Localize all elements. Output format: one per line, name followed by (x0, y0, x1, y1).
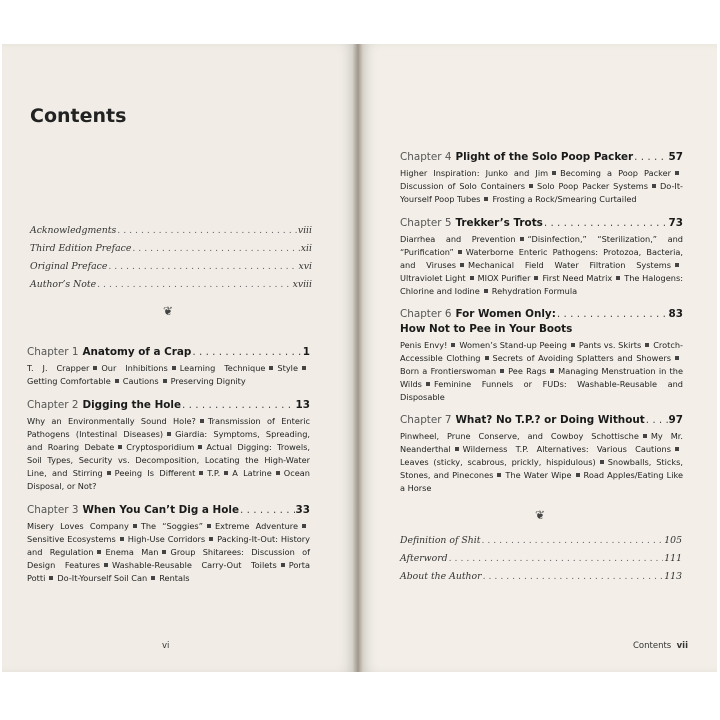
chapter-topics (27, 520, 310, 585)
topic-separator-icon (276, 471, 280, 475)
chapter-topic: Discussion of Solo Containers (400, 181, 526, 191)
chapter-topic: First Need Matrix (542, 273, 613, 283)
topic-separator-icon (534, 276, 538, 280)
chapter-topic: The Halogens: Chlorine and Iodine (400, 273, 683, 296)
entry-label: Original Preface (30, 261, 108, 272)
chapter-3 (27, 503, 310, 585)
topic-separator-icon (500, 369, 504, 373)
chapter-topic: Actual Digging: Trowels, Soil Types, Security vs. Decomposition, Locating the High-Water Line, and Stirring (27, 442, 310, 478)
back-matter-entry (400, 568, 682, 586)
leader-dots (481, 532, 663, 550)
entry-page: viii (297, 225, 312, 236)
chapter-topic: Secrets of Avoiding Splatters and Showers (492, 353, 671, 363)
topic-separator-icon (426, 382, 430, 386)
chapter-topic: Rehydration Formula (491, 286, 578, 296)
chapter-topic: Ocean Disposal, or Not? (27, 468, 310, 491)
entry-label: Third Edition Preface (30, 243, 132, 254)
chapter-topic: A Latrine (232, 468, 272, 478)
chapter-topic: Enema Man (105, 547, 159, 557)
topic-separator-icon (224, 471, 228, 475)
topic-separator-icon (104, 563, 108, 567)
topic-separator-icon (484, 289, 488, 293)
chapter-number: Chapter 3 (27, 504, 79, 516)
topic-separator-icon (115, 379, 119, 383)
chapter-topic: Transmission of Enteric Pathogens (Intestinal Diseases) (27, 416, 310, 439)
front-matter-entry (30, 222, 312, 240)
topic-separator-icon (120, 537, 124, 541)
chapter-topic: Packing-It-Out: History and Regulation (27, 534, 310, 557)
chapter-topic: Leaves (sticky, scabrous, prickly, hispidulous) (400, 457, 596, 467)
front-matter-entry (30, 240, 312, 258)
topic-separator-icon (600, 460, 604, 464)
book-gutter (353, 44, 363, 672)
chapter-4 (400, 150, 683, 206)
chapter-heading (27, 503, 310, 517)
entry-page: xviii (292, 279, 312, 290)
chapter-topic: The Water Wipe (505, 470, 572, 480)
topic-separator-icon (529, 184, 533, 188)
chapter-page: 1 (302, 346, 310, 358)
entry-label: Author’s Note (30, 279, 97, 290)
folio-label: Contents (633, 641, 672, 651)
front-matter-entry (30, 276, 312, 294)
leader-dots (646, 413, 668, 427)
topic-separator-icon (643, 434, 647, 438)
chapter-topic: T.P. (207, 468, 221, 478)
left-folio: vi (162, 641, 170, 651)
chapter-topic: Born a Frontierswoman (400, 366, 497, 376)
chapter-heading (400, 307, 683, 321)
topic-separator-icon (198, 445, 202, 449)
topic-separator-icon (520, 237, 524, 241)
topic-separator-icon (497, 473, 501, 477)
topic-separator-icon (645, 343, 649, 347)
topic-separator-icon (209, 537, 213, 541)
chapter-topic: “Disinfection,” “Sterilization,” and “Purification” (400, 234, 683, 257)
chapter-title: Trekker’s Trots (455, 217, 543, 229)
leader-dots (483, 568, 664, 586)
chapter-topic: Misery Loves Company (27, 521, 129, 531)
chapter-topic: My Mr. Neanderthal (400, 431, 683, 454)
chapter-topic: Our Inhibitions (101, 363, 168, 373)
chapter-topic: T. J. Crapper (27, 363, 90, 373)
chapter-topics (400, 339, 683, 404)
chapter-topic: Sensitive Ecosystems (27, 534, 116, 544)
leader-dots (108, 258, 297, 276)
chapter-page: 57 (668, 151, 683, 163)
chapter-number: Chapter 2 (27, 399, 79, 411)
chapter-topic: Wilderness T.P. Alternatives: Various Cautions (462, 444, 671, 454)
chapter-number: Chapter 6 (400, 308, 452, 320)
folio-number: vii (676, 641, 689, 651)
back-matter-entry (400, 550, 682, 568)
chapter-title: For Women Only: (455, 308, 556, 320)
chapter-topic: Porta Potti (27, 560, 310, 583)
topic-separator-icon (616, 276, 620, 280)
chapter-number: Chapter 7 (400, 414, 452, 426)
topic-separator-icon (675, 171, 679, 175)
leader-dots (117, 222, 297, 240)
front-matter-entry (30, 258, 312, 276)
topic-separator-icon (281, 563, 285, 567)
chapter-number: Chapter 1 (27, 346, 79, 358)
topic-separator-icon (576, 473, 580, 477)
chapter-topic: Pants vs. Skirts (578, 340, 642, 350)
chapter-topics (27, 362, 310, 388)
chapter-topic: Do-It-Yourself Soil Can (57, 573, 148, 583)
topic-separator-icon (675, 263, 679, 267)
entry-label: Afterword (400, 553, 448, 564)
leader-dots (240, 503, 295, 517)
chapter-topic: Higher Inspiration: Junko and Jim (400, 168, 549, 178)
entry-page: 111 (664, 553, 682, 564)
chapter-6 (400, 307, 683, 404)
entry-page: xvi (298, 261, 312, 272)
chapter-page: 33 (295, 504, 310, 516)
topic-separator-icon (199, 471, 203, 475)
chapter-topic: Learning Technique (179, 363, 266, 373)
chapter-page: 83 (668, 308, 683, 320)
chapter-topic: Washable-Reusable Carry-Out Toilets (112, 560, 277, 570)
entry-page: xii (300, 243, 312, 254)
chapter-topics (27, 415, 310, 493)
chapter-number: Chapter 4 (400, 151, 452, 163)
topic-separator-icon (302, 524, 306, 528)
chapter-topic: MIOX Purifier (477, 273, 531, 283)
chapter-topic: Pinwheel, Prune Conserve, and Cowboy Schottische (400, 431, 639, 441)
leader-dots (634, 150, 667, 164)
right-folio (633, 641, 688, 651)
chapter-subtitle: How Not to Pee in Your Boots (400, 323, 573, 335)
topic-separator-icon (675, 447, 679, 451)
chapter-topic: Women’s Stand-up Peeing (459, 340, 567, 350)
topic-separator-icon (550, 369, 554, 373)
chapter-topic: Getting Comfortable (27, 376, 111, 386)
topic-separator-icon (455, 447, 459, 451)
topic-separator-icon (269, 366, 273, 370)
topic-separator-icon (571, 343, 575, 347)
flourish-icon: ❦ (535, 508, 546, 522)
topic-separator-icon (458, 250, 462, 254)
chapter-topic: Cautions (122, 376, 159, 386)
topic-separator-icon (552, 171, 556, 175)
topic-separator-icon (172, 366, 176, 370)
chapter-topic: Why an Environmentally Sound Hole? (27, 416, 196, 426)
topic-separator-icon (133, 524, 137, 528)
chapter-topic: Frosting a Rock/Smearing Curtailed (492, 194, 637, 204)
chapter-topic: Ultraviolet Light (400, 273, 466, 283)
topic-separator-icon (652, 184, 656, 188)
chapter-heading (400, 413, 683, 427)
topic-separator-icon (97, 550, 101, 554)
topic-separator-icon (162, 550, 166, 554)
leader-dots (557, 307, 668, 321)
chapter-topic: Penis Envy! (400, 340, 448, 350)
entry-label: About the Author (400, 571, 482, 582)
leader-dots (182, 398, 295, 412)
chapter-title: What? No T.P.? or Doing Without (455, 414, 645, 426)
topic-separator-icon (118, 445, 122, 449)
topic-separator-icon (163, 379, 167, 383)
chapter-7 (400, 413, 683, 495)
topic-separator-icon (207, 524, 211, 528)
chapter-topic: Crotch-Accessible Clothing (400, 340, 683, 363)
page-title: Contents (30, 105, 127, 127)
leader-dots (449, 550, 664, 568)
chapter-5 (400, 216, 683, 298)
chapter-topic: Waterborne Enteric Pathogens: Protozoa, Bacteria, and Viruses (400, 247, 683, 270)
chapter-topics (400, 167, 683, 206)
topic-separator-icon (151, 576, 155, 580)
chapter-title: Digging the Hole (82, 399, 182, 411)
chapter-topic: Solo Poop Packer Systems (537, 181, 648, 191)
topic-separator-icon (484, 197, 488, 201)
entry-page: 113 (664, 571, 682, 582)
chapter-title: Plight of the Solo Poop Packer (455, 151, 634, 163)
chapter-topic: Pee Rags (508, 366, 547, 376)
topic-separator-icon (675, 356, 679, 360)
chapter-number: Chapter 5 (400, 217, 452, 229)
topic-separator-icon (451, 343, 455, 347)
topic-separator-icon (49, 576, 53, 580)
chapter-topic: Do-It-Yourself Poop Tubes (400, 181, 683, 204)
topic-separator-icon (200, 419, 204, 423)
chapter-2 (27, 398, 310, 493)
chapter-heading (27, 398, 310, 412)
topic-separator-icon (93, 366, 97, 370)
chapter-topic: Peeing Is Different (114, 468, 196, 478)
leader-dots (192, 345, 301, 359)
chapter-topic: Style (277, 363, 298, 373)
back-matter-list (400, 532, 682, 586)
chapter-topic: Preserving Dignity (170, 376, 246, 386)
chapter-page: 13 (295, 399, 310, 411)
leader-dots (544, 216, 668, 230)
chapter-topic: Extreme Adventure (214, 521, 298, 531)
chapter-topic: Road Apples/Eating Like a Horse (400, 470, 684, 493)
chapter-topic: Giardia: Symptoms, Spreading, and Roaring Debate (27, 429, 310, 452)
topic-separator-icon (107, 471, 111, 475)
back-matter-entry (400, 532, 682, 550)
chapter-topic: Managing Menstruation in the Wilds (400, 366, 683, 389)
chapter-title: Anatomy of a Crap (82, 346, 192, 358)
topic-separator-icon (470, 276, 474, 280)
chapter-topic: Feminine Funnels or FUDs: Washable-Reusable and Disposable (400, 379, 683, 402)
topic-separator-icon (460, 263, 464, 267)
chapter-topic: The “Soggies” (140, 521, 203, 531)
chapter-1 (27, 345, 310, 388)
chapter-title: When You Can’t Dig a Hole (82, 504, 239, 516)
chapter-topic: Mechanical Field Water Filtration Systems (468, 260, 671, 270)
chapter-heading (400, 150, 683, 164)
leader-dots (97, 276, 291, 294)
chapter-heading (400, 216, 683, 230)
chapter-page: 73 (668, 217, 683, 229)
entry-label: Acknowledgments (30, 225, 117, 236)
entry-label: Definition of Shit (400, 535, 481, 546)
chapter-topic: Diarrhea and Prevention (400, 234, 516, 244)
chapter-topic: High-Use Corridors (127, 534, 206, 544)
topic-separator-icon (167, 432, 171, 436)
front-matter-list (30, 222, 312, 294)
chapter-topic: Becoming a Poop Packer (560, 168, 671, 178)
chapter-topic: Cryptosporidium (126, 442, 195, 452)
leader-dots (132, 240, 299, 258)
chapter-topics (400, 233, 683, 298)
entry-page: 105 (664, 535, 682, 546)
chapter-topic: Snowballs, Sticks, Stones, and Pinecones (400, 457, 683, 480)
flourish-icon: ❦ (163, 304, 174, 318)
chapter-heading (27, 345, 310, 359)
topic-separator-icon (485, 356, 489, 360)
chapter-page: 97 (668, 414, 683, 426)
topic-separator-icon (302, 366, 306, 370)
chapter-topic: Rentals (159, 573, 190, 583)
chapter-topics (400, 430, 683, 495)
chapter-topic: Group Shitarees: Discussion of Design Features (27, 547, 311, 570)
